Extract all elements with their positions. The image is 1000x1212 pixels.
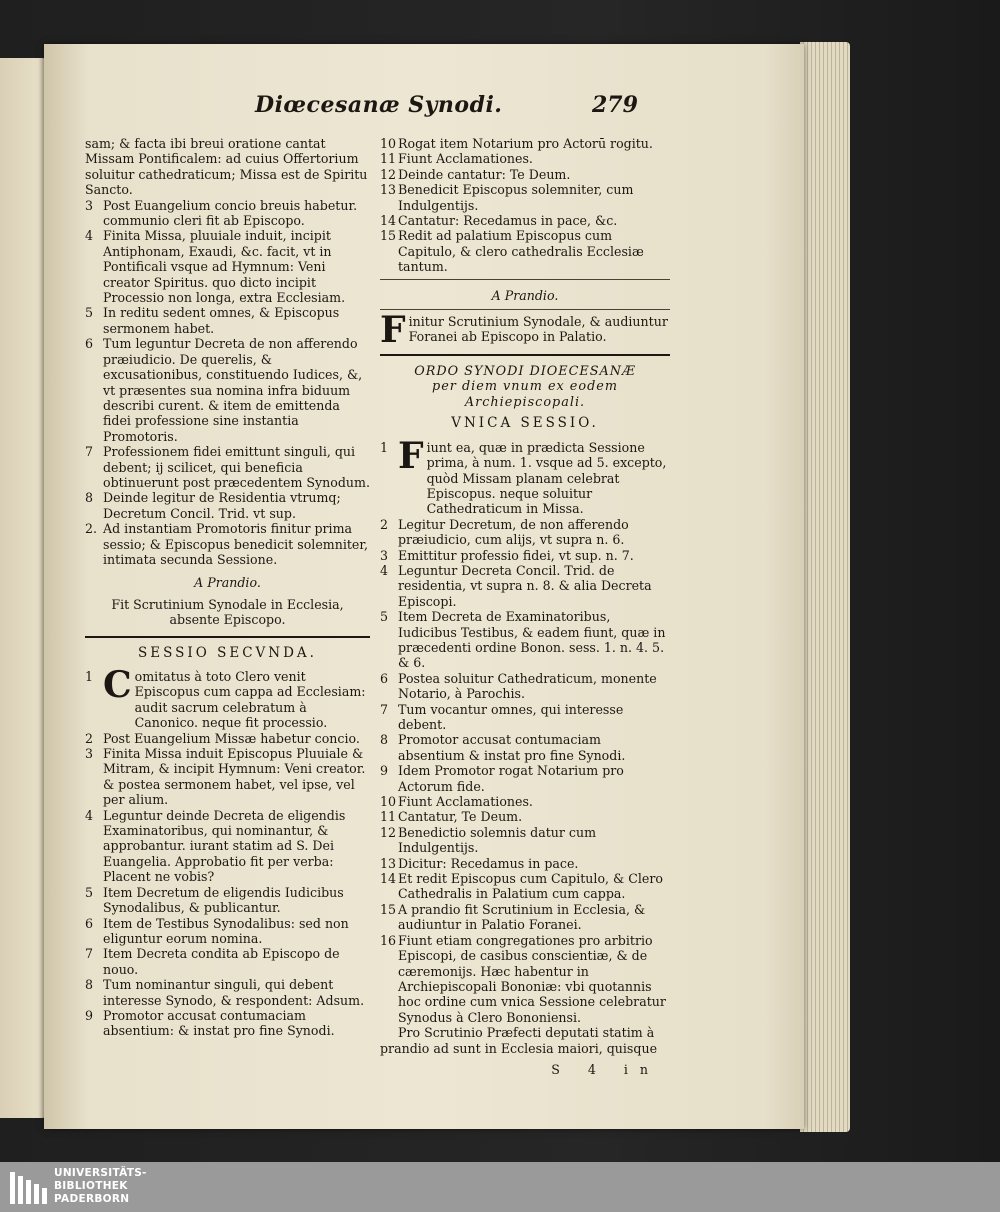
item-number: 12 — [380, 824, 397, 840]
list-item — [380, 213, 670, 228]
list-item — [380, 167, 670, 182]
item-number: 9 — [380, 763, 389, 779]
item-text: Item Decretum de eligendis Iudicibus Synodalibus, & publicantur. — [103, 884, 344, 916]
item-text: Finita Missa, pluuiale induit, incipit Antiphonam, Exaudi, &c. facit, vt in Pontificali vsque ad Hymnum: Veni creator Spiritus. quo dicto incipit Processio non longa, extra Ecclesiam. — [103, 228, 346, 306]
list-item — [380, 825, 670, 856]
finitur-text: initur Scrutinium Synodale, & audiuntur Foranei ab Episcopo in Palatio. — [408, 314, 668, 345]
left-column — [85, 136, 370, 1039]
item-number: 16 — [380, 932, 397, 948]
item-number: 6 — [85, 915, 94, 931]
list-item — [85, 521, 370, 567]
scrutinium-note: Fit Scrutinium Synodale in Ecclesia, absente Episcopo. — [111, 596, 344, 628]
item-text: In reditu sedent omnes, & Episcopus sermonem habet. — [103, 305, 340, 336]
list-item — [380, 794, 670, 809]
item-text: A prandio fit Scrutinium in Ecclesia, & audiuntur in Palatio Foranei. — [398, 901, 646, 933]
list-item — [380, 434, 670, 517]
item-text: omitatus à toto Clero venit Episcopus cum cappa ad Ecclesiam: audit sacrum celebratum à Canonico. neque fit processio. — [134, 669, 366, 731]
item-text: Benedicit Episcopus solemniter, cum Indulgentijs. — [398, 182, 634, 213]
list-item — [380, 609, 670, 671]
item-number: 7 — [85, 946, 94, 962]
list-item — [85, 946, 370, 977]
drop-capital: C — [103, 664, 132, 706]
unica-sessio-title: VNICA SESSIO. — [451, 415, 599, 432]
list-item — [85, 336, 370, 444]
item-number: 13 — [380, 182, 397, 198]
library-footer — [0, 1162, 1000, 1212]
list-item — [380, 933, 670, 1025]
page-number: 279 — [592, 92, 638, 118]
session-two-title: SESSIO SECVNDA. — [138, 644, 317, 661]
item-number: 7 — [380, 701, 389, 717]
intro-paragraph: sam; & facta ibi breui oratione cantat Missam Pontificalem: ad cuius Offertorium soluitur cathedraticum; Missa est de Spiritu Sancto. — [85, 136, 368, 198]
library-line-3: PADERBORN — [54, 1193, 130, 1205]
section-rule — [85, 636, 370, 638]
list-item — [380, 702, 670, 733]
divider — [380, 279, 670, 280]
item-text: Idem Promotor rogat Notarium pro Actorum fide. — [398, 763, 624, 794]
list-item — [380, 871, 670, 902]
list-item — [380, 732, 670, 763]
divider — [380, 309, 670, 310]
list-item — [85, 731, 370, 746]
list-item — [85, 490, 370, 521]
list-item — [380, 856, 670, 871]
library-logo-icon — [8, 1168, 50, 1208]
item-number: 8 — [85, 977, 94, 993]
list-item — [380, 902, 670, 933]
item-text: Et redit Episcopus cum Capitulo, & Clero Cathedralis in Palatium cum cappa. — [398, 871, 663, 902]
list-item — [380, 517, 670, 548]
item-text: Deinde cantatur: Te Deum. — [398, 166, 571, 182]
item-text: Post Euangelium concio breuis habetur. communio cleri fit ab Episcopo. — [103, 197, 358, 229]
item-number: 11 — [380, 809, 397, 825]
item-number: 2. — [85, 521, 98, 537]
item-number: 8 — [85, 490, 94, 506]
list-item — [85, 916, 370, 947]
item-text: Redit ad palatium Episcopus cum Capitulo, & clero cathedralis Ecclesiæ tantum. — [398, 228, 644, 275]
item-number: 9 — [85, 1007, 94, 1023]
item-text: Dicitur: Recedamus in pace. — [398, 855, 579, 871]
list-item — [380, 763, 670, 794]
item-number: 5 — [85, 884, 94, 900]
left-list-first-session — [85, 198, 370, 568]
item-text: Professionem fidei emittunt singuli, qui debent; ij scilicet, qui beneficia obtinuerunt post præcedentem Synodum. — [103, 444, 370, 490]
item-text: Ad instantiam Promotoris finitur prima sessio; & Episcopus benedicit solemniter, intimata secunda Sessione. — [103, 521, 369, 567]
list-item — [85, 1008, 370, 1039]
item-text: Deinde legitur de Residentia vtrumq; Decretum Concil. Trid. vt sup. — [103, 490, 341, 521]
section-rule — [380, 354, 670, 356]
list-item — [380, 182, 670, 213]
item-number: 6 — [85, 336, 94, 352]
list-item — [85, 664, 370, 731]
item-number: 4 — [85, 228, 94, 244]
item-number: 5 — [380, 609, 389, 625]
list-item — [380, 228, 670, 274]
prandio-heading-right: A Prandio. — [491, 287, 559, 303]
item-number: 6 — [380, 670, 389, 686]
library-line-2: BIBLIOTHEK — [54, 1180, 128, 1192]
drop-capital: F — [398, 434, 424, 477]
list-item — [85, 198, 370, 229]
library-line-1: UNIVERSITÄTS- — [54, 1167, 147, 1179]
item-text: Rogat item Notarium pro Actorū rogitu. — [398, 136, 653, 151]
item-text: Fiunt Acclamationes. — [398, 794, 533, 810]
item-text: Fiunt etiam congregationes pro arbitrio Episcopi, de casibus conscientiæ, & de cæremonijs. Hæc habentur in Archiepiscopali Bononiæ: vbi quotannis hoc ordine cum vnica Sessione celebratur Synodus à Clero Bononiensi. — [398, 932, 666, 1025]
list-item — [85, 808, 370, 885]
library-name — [54, 1167, 147, 1206]
list-item — [380, 809, 670, 824]
right-column — [380, 136, 670, 1077]
item-number: 15 — [380, 228, 397, 244]
item-number: 10 — [380, 794, 397, 810]
item-number: 10 — [380, 136, 397, 151]
final-paragraph: Pro Scrutinio Præfecti deputati statim à prandio ad sunt in Ecclesia maiori, quisque — [380, 1025, 658, 1056]
item-number: 2 — [380, 516, 389, 532]
item-text: Post Euangelium Missæ habetur concio. — [103, 730, 360, 746]
item-text: Postea soluitur Cathedraticum, monente Notario, à Parochis. — [398, 670, 657, 702]
right-list-continued — [380, 136, 670, 275]
item-number: 14 — [380, 871, 397, 887]
item-text: Emittitur professio fidei, vt sup. n. 7. — [398, 547, 634, 563]
item-number: 3 — [85, 197, 94, 213]
item-text: Promotor accusat contumaciam absentium & instat pro fine Synodi. — [398, 732, 626, 763]
item-number: 4 — [85, 807, 94, 823]
finitur-paragraph — [380, 309, 670, 352]
item-number: 3 — [85, 746, 94, 762]
item-number: 11 — [380, 151, 397, 167]
item-number: 2 — [85, 730, 94, 746]
item-text: Tum leguntur Decreta de non afferendo præiudicio. De querelis, & excusationibus, constituendo Iudices, &, vt præsentes sua nomina infra biduum describi curent. & item de emittenda fidei professione sine instantia Promotoris. — [103, 336, 363, 444]
item-text: Leguntur Decreta Concil. Trid. de residentia, vt supra n. 8. & alia Decreta Episcopi. — [398, 562, 652, 609]
list-item — [380, 136, 670, 151]
item-text: Item Decreta condita ab Episcopo de nouo. — [103, 946, 340, 977]
item-text: Tum vocantur omnes, qui interesse debent. — [398, 701, 624, 732]
right-list-unica — [380, 517, 670, 1025]
list-item — [85, 977, 370, 1008]
list-item — [85, 305, 370, 336]
item-text: Finita Missa induit Episcopus Pluuiale & Mitram, & incipit Hymnum: Veni creator. & postea sermonem habet, vel ipse, vel per alium. — [103, 746, 366, 808]
drop-capital: F — [380, 309, 406, 352]
item-number: 15 — [380, 901, 397, 917]
catchword: S 4 in — [551, 1061, 660, 1077]
list-item — [85, 885, 370, 916]
item-text: Item Decreta de Examinatoribus, Iudicibus Testibus, & eadem fiunt, quæ in præcedenti ordine Bonon. sess. 1. n. 4. 5. & 6. — [398, 609, 666, 671]
item-text: Legitur Decretum, de non afferendo præiudicio, cum alijs, vt supra n. 6. — [398, 516, 629, 548]
item-number: 14 — [380, 213, 397, 229]
item-number: 3 — [380, 547, 389, 563]
list-item — [380, 671, 670, 702]
facing-page-edge — [0, 58, 48, 1118]
ordo-title: ORDO SYNODI DIOECESANÆ — [414, 364, 636, 380]
list-item — [85, 444, 370, 490]
item-number: 1 — [380, 439, 389, 455]
prandio-heading: A Prandio. — [194, 575, 261, 591]
item-text: Benedictio solemnis datur cum Indulgentijs. — [398, 824, 597, 856]
item-text: Cantatur: Recedamus in pace, &c. — [398, 213, 618, 229]
list-item — [85, 746, 370, 808]
book-fore-edge — [800, 42, 850, 1132]
item-text: Item de Testibus Synodalibus: sed non eliguntur eorum nomina. — [103, 915, 349, 946]
item-number: 7 — [85, 444, 94, 460]
item-text: Leguntur deinde Decreta de eligendis Examinatoribus, qui nominantur, & approbantur. iurant statim ad S. Dei Euangelia. Approbatio fit per verba: Placent ne vobis? — [103, 807, 346, 885]
item-number: 5 — [85, 305, 94, 321]
ordo-subtitle: per diem vnum ex eodem Archiepiscopali. — [432, 379, 618, 410]
item-number: 8 — [380, 732, 389, 748]
item-text: Tum nominantur singuli, qui debent interesse Synodo, & respondent: Adsum. — [103, 977, 365, 1008]
list-item — [380, 151, 670, 166]
running-head: Diœcesanæ Synodi. — [255, 92, 503, 118]
item-number: 13 — [380, 855, 397, 871]
item-number: 12 — [380, 166, 397, 182]
item-text: iunt ea, quæ in prædicta Sessione prima, à num. 1. vsque ad 5. excepto, quòd Missam planam celebrat Episcopus. neque soluitur Cathedraticum in Missa. — [426, 439, 667, 517]
item-text: Promotor accusat contumaciam absentium: & instat pro fine Synodi. — [103, 1007, 335, 1039]
left-list-second-session — [85, 731, 370, 1039]
list-item — [380, 563, 670, 609]
list-item — [380, 548, 670, 563]
item-text: Cantatur, Te Deum. — [398, 809, 523, 825]
item-number: 4 — [380, 562, 389, 578]
item-number: 1 — [85, 669, 94, 684]
list-item — [85, 228, 370, 305]
item-text: Fiunt Acclamationes. — [398, 151, 533, 167]
